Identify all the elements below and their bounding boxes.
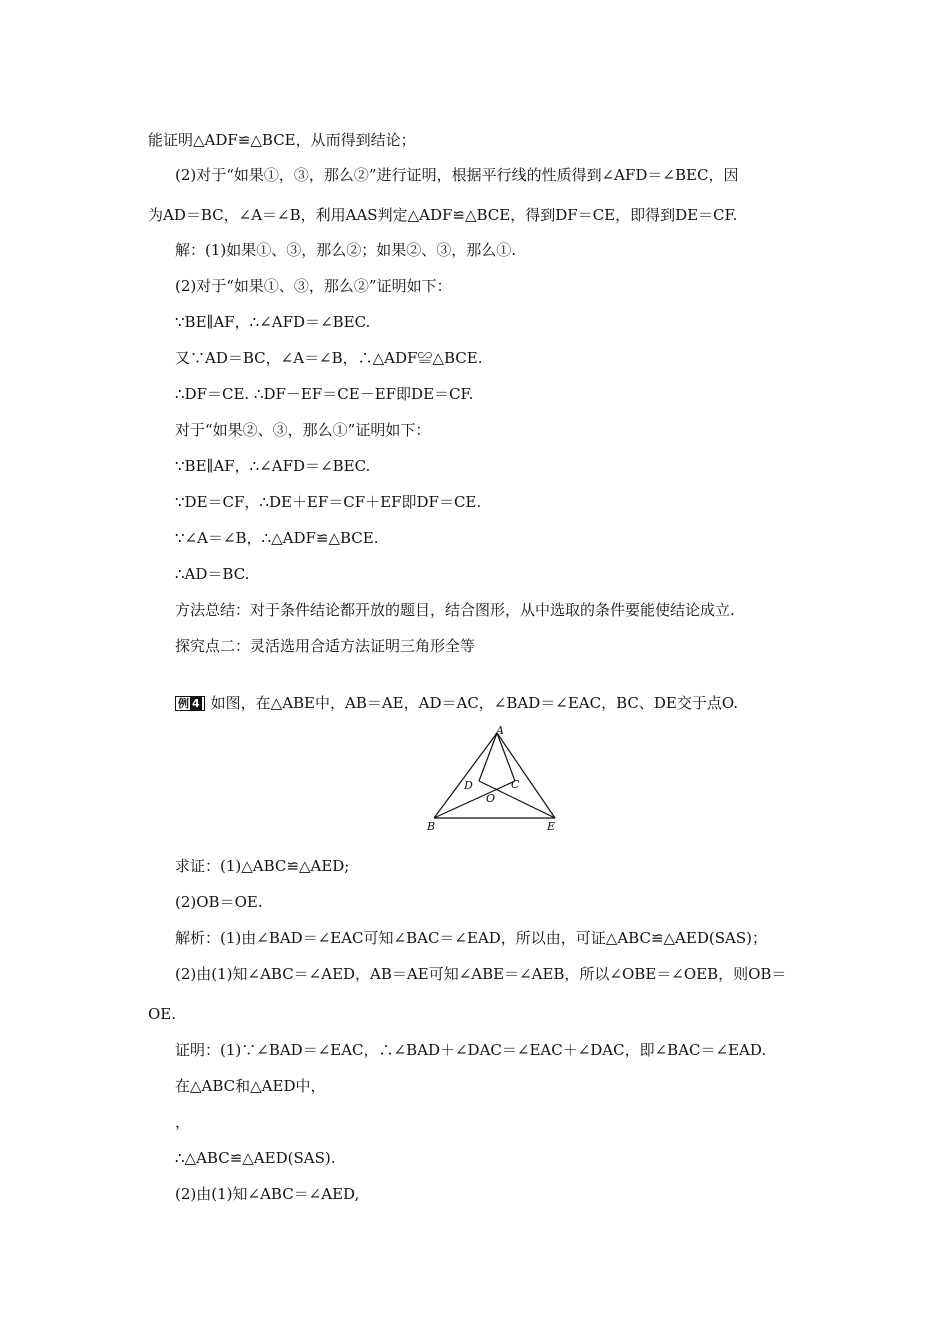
text-line: (2)对于“如果①，③，那么②”进行证明，根据平行线的性质得到∠AFD＝∠BEC，因 xyxy=(175,166,739,184)
segment-ab xyxy=(434,733,497,818)
text-line: (2)OB＝OE. xyxy=(175,893,263,911)
segment-ac xyxy=(497,733,515,781)
text-line: ∵∠A＝∠B，∴△ADF≌△BCE. xyxy=(175,529,379,547)
segment-bc xyxy=(434,781,515,818)
label-d: D xyxy=(464,779,473,792)
text-line: ∴AD＝BC. xyxy=(175,565,250,583)
label-b: B xyxy=(427,820,436,833)
text-line: 能证明△ADF≌△BCE，从而得到结论； xyxy=(148,131,416,149)
label-e: E xyxy=(547,820,556,833)
text-line: ∵BE∥AF，∴∠AFD＝∠BEC. xyxy=(175,313,371,331)
label-c: C xyxy=(511,778,520,791)
label-a: A xyxy=(496,724,504,737)
text-line: ∴△ABC≌△AED(SAS). xyxy=(175,1149,336,1167)
text-line: (2)由(1)知∠ABC＝∠AED, xyxy=(175,1185,360,1203)
segment-ae xyxy=(497,733,555,818)
text-line: 求证：(1)△ABC≌△AED; xyxy=(175,857,350,875)
text-line: 为AD＝BC，∠A＝∠B，利用AAS判定△ADF≌△BCE，得到DF＝CE，即得到DE＝CF. xyxy=(148,206,738,224)
text-line: 又∵AD＝BC，∠A＝∠B，∴△ADF≌△BCE. xyxy=(175,349,483,367)
example-text: 如图，在△ABE中，AB＝AE，AD＝AC，∠BAD＝∠EAC，BC、DE交于点O. xyxy=(210,694,739,712)
text-line: 证明：(1)∵∠BAD＝∠EAC，∴∠BAD＋∠DAC＝∠EAC＋∠DAC，即∠BAC＝∠EAD. xyxy=(175,1041,767,1059)
section-heading: 探究点二：灵活选用合适方法证明三角形全等 xyxy=(175,637,476,655)
text-line: ， xyxy=(175,1113,191,1131)
label-o: O xyxy=(486,792,496,805)
text-line: (2)对于“如果①、③，那么②”证明如下： xyxy=(175,277,452,295)
example-line xyxy=(175,693,738,713)
example-tag: 例 4 xyxy=(175,696,205,711)
text-line: ∴DF＝CE. ∴DF－EF＝CE－EF即DE＝CF. xyxy=(175,385,474,403)
text-line: ∵BE∥AF，∴∠AFD＝∠BEC. xyxy=(175,457,371,475)
text-line: 解：(1)如果①、③，那么②；如果②、③，那么①. xyxy=(175,241,517,259)
text-line: 在△ABC和△AED中， xyxy=(175,1077,326,1095)
triangle-figure xyxy=(420,722,570,838)
text-line: OE. xyxy=(148,1005,177,1023)
text-line: 方法总结：对于条件结论都开放的题目，结合图形，从中选取的条件要能使结论成立. xyxy=(175,601,735,619)
text-line: 解析：(1)由∠BAD＝∠EAC可知∠BAC＝∠EAD，所以由，可证△ABC≌△AED(SAS)； xyxy=(175,929,767,947)
text-line: ∵DE＝CF，∴DE＋EF＝CF＋EF即DF＝CE. xyxy=(175,493,482,511)
segment-ad xyxy=(479,733,497,781)
text-line: (2)由(1)知∠ABC＝∠AED，AB＝AE可知∠ABE＝∠AEB，所以∠OBE＝∠OEB，则OB＝ xyxy=(175,965,787,983)
text-line: 对于“如果②、③，那么①”证明如下： xyxy=(175,421,431,439)
